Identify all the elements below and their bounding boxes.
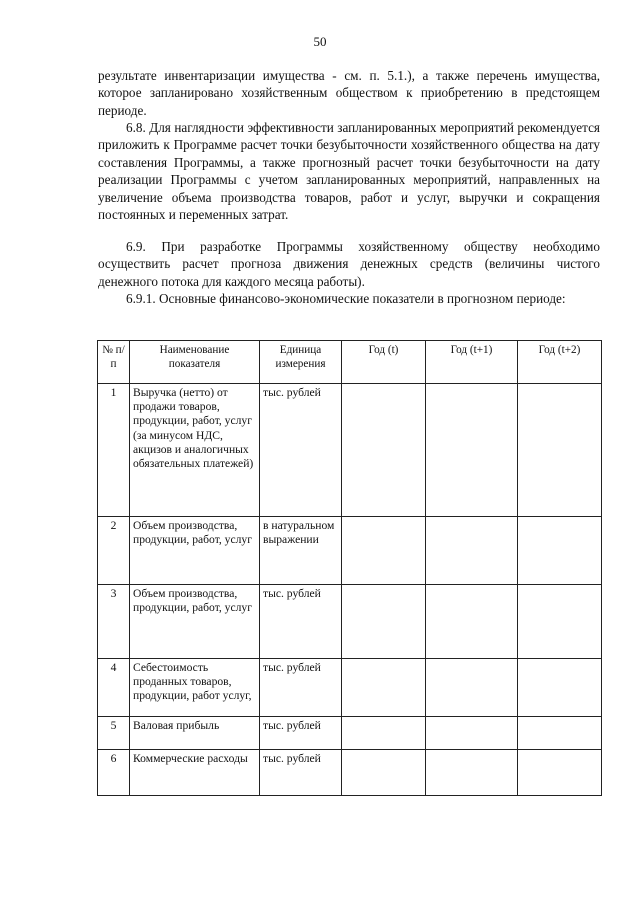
table-row [98, 384, 602, 517]
paragraph-6-9-1: 6.9.1. Основные финансово-экономические показатели в прогнозном периоде: [126, 291, 566, 306]
cell-year-t1 [426, 384, 518, 517]
header-unit: Единица измерения [260, 341, 342, 384]
row-unit: тыс. рублей [260, 585, 342, 659]
cell-year-t [342, 517, 426, 585]
row-name: Валовая прибыль [130, 717, 260, 750]
cell-year-t [342, 659, 426, 717]
paragraph-continuation: результате инвентаризации имущества - см. п. 5.1.), а также перечень имущества, которое запланировано хозяйственным обществом к приобретению в предстоящем периоде. [98, 68, 600, 118]
table-row [98, 717, 602, 750]
cell-year-t1 [426, 517, 518, 585]
row-num: 4 [98, 659, 130, 717]
cell-year-t2 [518, 585, 602, 659]
row-unit: тыс. рублей [260, 717, 342, 750]
cell-year-t2 [518, 750, 602, 796]
header-name: Наименование показателя [130, 341, 260, 384]
page-number: 50 [313, 34, 327, 49]
row-name: Объем производства, продукции, работ, услуг [130, 585, 260, 659]
table-header-row [98, 341, 602, 384]
cell-year-t [342, 717, 426, 750]
row-unit: в натуральном выражении [260, 517, 342, 585]
cell-year-t2 [518, 717, 602, 750]
header-year-t1: Год (t+1) [426, 341, 518, 384]
header-year-t: Год (t) [342, 341, 426, 384]
row-name: Объем производства, продукции, работ, услуг [130, 517, 260, 585]
cell-year-t1 [426, 717, 518, 750]
cell-year-t [342, 384, 426, 517]
row-unit: тыс. рублей [260, 384, 342, 517]
cell-year-t1 [426, 659, 518, 717]
paragraph-6-9: 6.9. При разработке Программы хозяйственному обществу необходимо осуществить расчет прогноза движения денежных средств (величины чистого денежного потока для каждого месяца работы). [98, 239, 600, 289]
table-row [98, 585, 602, 659]
table-row [98, 659, 602, 717]
row-num: 3 [98, 585, 130, 659]
cell-year-t2 [518, 384, 602, 517]
cell-year-t2 [518, 517, 602, 585]
row-num: 6 [98, 750, 130, 796]
row-name: Выручка (нетто) от продажи товаров, продукции, работ, услуг (за минусом НДС, акцизов и аналогичных обязательных платежей) [130, 384, 260, 517]
row-name: Себестоимость проданных товаров, продукции, работ услуг, [130, 659, 260, 717]
header-num: № п/п [98, 341, 130, 384]
paragraph-6-8: 6.8. Для наглядности эффективности запланированных мероприятий рекомендуется приложить к Программе расчет точки безубыточности хозяйственного общества на дату составления Программы, а также прогнозный расчет точки безубыточности на дату реализации Программы с учетом запланированных мероприятий, направленных на увеличение объема производства товаров, работ и услуг, выручки и сокращения постоянных и переменных затрат. [98, 120, 600, 223]
row-unit: тыс. рублей [260, 750, 342, 796]
row-num: 1 [98, 384, 130, 517]
table-row [98, 750, 602, 796]
cell-year-t1 [426, 585, 518, 659]
row-unit: тыс. рублей [260, 659, 342, 717]
indicators-table [97, 340, 602, 796]
cell-year-t2 [518, 659, 602, 717]
row-name: Коммерческие расходы [130, 750, 260, 796]
cell-year-t1 [426, 750, 518, 796]
header-year-t2: Год (t+2) [518, 341, 602, 384]
row-num: 2 [98, 517, 130, 585]
table-row [98, 517, 602, 585]
cell-year-t [342, 750, 426, 796]
row-num: 5 [98, 717, 130, 750]
cell-year-t [342, 585, 426, 659]
